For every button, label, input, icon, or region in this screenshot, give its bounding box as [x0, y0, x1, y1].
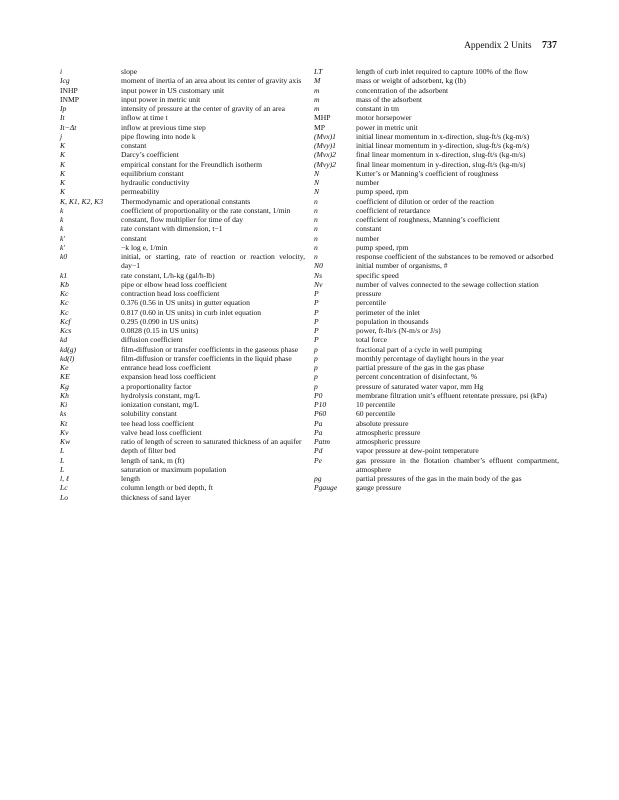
- symbol: Lo: [60, 492, 69, 502]
- definition: 0.376 (0.56 in US units) in gutter equation: [121, 298, 250, 308]
- symbol-entry: [60, 271, 305, 280]
- symbol: p: [314, 344, 318, 354]
- symbol: INHP: [60, 85, 78, 95]
- definition: atmospheric pressure: [356, 427, 421, 437]
- symbol-entry: [60, 280, 305, 289]
- symbol: P: [314, 335, 319, 345]
- symbol: Kv: [60, 427, 69, 437]
- definition: percent concentration of disinfectant, %: [356, 372, 478, 382]
- definition: vapor pressure at dew-point temperature: [356, 446, 479, 456]
- definition: inflow at time t: [121, 113, 168, 123]
- symbol-entry: [314, 123, 559, 132]
- symbol-entry: [314, 437, 559, 446]
- symbol-entry: [60, 382, 305, 391]
- definition: population in thousands: [356, 316, 429, 326]
- symbol: N0: [314, 261, 323, 271]
- definition: gas pressure in the flotation chamber’s effluent compartment, atmosphere: [356, 455, 559, 474]
- symbol: Lc: [60, 483, 68, 493]
- symbol-entry: [314, 104, 559, 113]
- symbol: K, K1, K2, K3: [60, 196, 104, 206]
- symbol: p: [314, 372, 318, 382]
- definition: depth of filter bed: [121, 446, 176, 456]
- symbol: K: [60, 168, 66, 178]
- symbol: p: [314, 381, 318, 391]
- symbol-entry: [60, 197, 305, 206]
- symbol: Kt: [60, 418, 68, 428]
- definition: valve head loss coefficient: [121, 427, 202, 437]
- symbol-entry: [314, 446, 559, 455]
- symbol-entry: [314, 141, 559, 150]
- symbol-entry: [60, 335, 305, 344]
- symbol-entry: [60, 428, 305, 437]
- symbol-entry: [60, 326, 305, 335]
- symbol: P0: [314, 390, 323, 400]
- symbol-entry: [314, 298, 559, 307]
- symbol-entry: [314, 261, 559, 270]
- definition: final linear momentum in y-direction, slug-ft/s (kg-m/s): [356, 159, 526, 169]
- symbol: p: [314, 353, 318, 363]
- symbol: It: [60, 113, 65, 123]
- symbol-entry: [314, 289, 559, 298]
- symbol-entry: [60, 169, 305, 178]
- symbol-entry: [314, 363, 559, 372]
- symbol-entry: [60, 289, 305, 298]
- symbol: j: [60, 131, 63, 141]
- definition: number of valves connected to the sewage collection station: [356, 279, 539, 289]
- symbol-entry: [60, 67, 305, 76]
- symbol-entry: [314, 483, 559, 492]
- symbol-entry: [60, 243, 305, 252]
- definition: diffusion coefficient: [121, 335, 183, 345]
- symbol: n: [314, 196, 318, 206]
- definition: slope: [121, 67, 138, 76]
- symbol: Ns: [314, 270, 323, 280]
- definition: 0.817 (0.60 in US units) in curb inlet equation: [121, 307, 262, 317]
- symbol: Ki: [60, 400, 68, 409]
- symbol: Pa: [314, 427, 323, 437]
- symbol: kd(l): [60, 353, 75, 363]
- symbol-entry: [314, 400, 559, 409]
- definition: pump speed, rpm: [356, 187, 409, 197]
- definition: input power in US customary unit: [121, 85, 225, 95]
- definition: atmospheric pressure: [356, 437, 421, 446]
- right-column: [314, 67, 559, 493]
- symbol: L: [60, 446, 65, 456]
- symbol: K: [60, 141, 66, 150]
- symbol: Kh: [60, 390, 69, 400]
- definition: coefficient of dilution or order of the reaction: [356, 196, 494, 206]
- symbol-entry: [60, 141, 305, 150]
- symbol-entry: [60, 215, 305, 224]
- definition: mass or weight of adsorbent, kg (lb): [356, 76, 466, 86]
- symbol: Kc: [60, 298, 69, 308]
- definition: coefficient of retardance: [356, 205, 431, 215]
- symbol: (Mvy)2: [314, 159, 336, 169]
- left-column: [60, 67, 305, 502]
- symbol-entry: [314, 326, 559, 335]
- symbol: N: [314, 168, 320, 178]
- symbol: Kcs: [60, 326, 72, 335]
- symbol: n: [314, 242, 318, 252]
- definition: final linear momentum in x-direction, slug-ft/s (kg-m/s): [356, 150, 526, 160]
- symbol: N: [314, 187, 320, 197]
- definition: percentile: [356, 298, 386, 308]
- definition: constant, flow multiplier for time of day: [121, 215, 244, 224]
- definition: initial linear momentum in x-direction, slug-ft/s (kg-m/s): [356, 131, 530, 141]
- definition: a proportionality factor: [121, 381, 192, 391]
- definition: monthly percentage of daylight hours in the year: [356, 353, 504, 363]
- symbol-entry: [60, 187, 305, 196]
- symbol-entry: [314, 391, 559, 400]
- symbol: Pa: [314, 418, 323, 428]
- symbol-entry: [314, 372, 559, 381]
- symbol: k: [60, 205, 64, 215]
- definition: moment of inertia of an area about its center of gravity axis: [121, 76, 302, 86]
- symbol: L: [60, 464, 65, 474]
- symbol: It−Δt: [60, 122, 77, 132]
- symbol-entry: [60, 234, 305, 243]
- definition: constant: [356, 224, 382, 234]
- symbol: K: [60, 187, 66, 197]
- symbol: N: [314, 178, 320, 187]
- page-number: 737: [542, 40, 557, 51]
- symbol-entry: [314, 169, 559, 178]
- symbol: L: [60, 455, 65, 465]
- definition: Darcy’s coefficient: [121, 150, 179, 160]
- symbol-entry: [60, 123, 305, 132]
- symbol: pg: [314, 474, 322, 483]
- definition: column length or bed depth, ft: [121, 483, 213, 493]
- definition: motor horsepower: [356, 113, 412, 123]
- symbol-entry: [60, 76, 305, 85]
- definition: initial linear momentum in y-direction, slug-ft/s (kg-m/s): [356, 141, 530, 150]
- symbol-entry: [314, 132, 559, 141]
- symbol-entry: [314, 67, 559, 76]
- symbol: n: [314, 205, 318, 215]
- symbol-entry: [314, 271, 559, 280]
- definition: intensity of pressure at the center of gravity of an area: [121, 104, 286, 113]
- symbol-entry: [60, 160, 305, 169]
- symbol: k′: [60, 242, 66, 252]
- symbol: Icg: [60, 76, 70, 86]
- definition: mass of the adsorbent: [356, 94, 423, 104]
- symbol: k1: [60, 270, 68, 280]
- definition: membrane filtration unit’s effluent retentate pressure, psi (kPa): [356, 390, 547, 400]
- symbol: m: [314, 85, 320, 95]
- symbol: n: [314, 233, 318, 243]
- definition: expansion head loss coefficient: [121, 372, 216, 382]
- symbol-entry: [60, 465, 305, 474]
- symbol: i: [60, 67, 63, 76]
- symbol-entry: [60, 224, 305, 233]
- symbol: (Mvy)1: [314, 141, 336, 150]
- symbol-entry: [60, 178, 305, 187]
- definition: number: [356, 178, 380, 187]
- symbol: MHP: [314, 113, 331, 123]
- symbol: P: [314, 289, 319, 298]
- symbol: Nv: [314, 279, 323, 289]
- definition: empirical constant for the Freundlich isotherm: [121, 159, 263, 169]
- symbol: kd: [60, 335, 68, 345]
- symbol: Ke: [60, 363, 69, 372]
- symbol-entry: [60, 308, 305, 317]
- symbol-entry: [314, 474, 559, 483]
- definition: partial pressure of the gas in the gas phase: [356, 363, 485, 372]
- symbol-entry: [314, 234, 559, 243]
- symbol-entry: [314, 150, 559, 159]
- symbol-entry: [60, 474, 305, 483]
- symbol-entry: [60, 206, 305, 215]
- symbol: k′: [60, 233, 66, 243]
- definition: power, ft-lb/s (N-m/s or J/s): [356, 326, 441, 335]
- symbol-entry: [314, 224, 559, 233]
- definition: specific speed: [356, 270, 399, 280]
- symbol: Patm: [314, 437, 331, 446]
- symbol: n: [314, 252, 318, 261]
- definition: length: [121, 474, 140, 483]
- symbol: K: [60, 150, 66, 160]
- symbol-entry: [314, 308, 559, 317]
- symbol: LT: [314, 67, 323, 76]
- definition: saturation or maximum population: [121, 464, 227, 474]
- symbol: Kc: [60, 307, 69, 317]
- symbol: P: [314, 316, 319, 326]
- symbol: P10: [314, 400, 327, 409]
- definition: coefficient of proportionality or the rate constant, 1/min: [121, 205, 291, 215]
- symbol-entry: [60, 363, 305, 372]
- symbol-entry: [60, 354, 305, 363]
- symbol-entry: [60, 493, 305, 502]
- definition: number: [356, 233, 380, 243]
- symbol: k: [60, 224, 64, 234]
- symbol: p: [314, 363, 318, 372]
- symbol-entry: [314, 280, 559, 289]
- symbol: kd(g): [60, 344, 77, 354]
- symbol-entry: [314, 215, 559, 224]
- symbol: n: [314, 215, 318, 224]
- symbol: (Mvx)2: [314, 150, 336, 160]
- symbol-entry: [60, 400, 305, 409]
- symbol: K: [60, 159, 66, 169]
- symbol-entry: [60, 113, 305, 122]
- symbol-entry: [60, 456, 305, 465]
- symbol: Kb: [60, 279, 69, 289]
- definition: gauge pressure: [356, 483, 402, 493]
- symbol-entry: [314, 113, 559, 122]
- symbol: n: [314, 224, 318, 234]
- definition: concentration of the adsorbent: [356, 85, 449, 95]
- definition: Thermodynamic and operational constants: [121, 196, 251, 206]
- symbol-entry: [314, 95, 559, 104]
- symbol-entry: [60, 150, 305, 159]
- symbol-entry: [60, 345, 305, 354]
- symbol-entry: [60, 132, 305, 141]
- header-section: Appendix 2 Units: [464, 41, 532, 51]
- definition: fractional part of a cycle in well pumping: [356, 344, 482, 354]
- definition: absolute pressure: [356, 418, 409, 428]
- symbol: INMP: [60, 94, 79, 104]
- symbol: M: [314, 76, 321, 86]
- definition: input power in metric unit: [121, 94, 201, 104]
- symbol-entry: [314, 178, 559, 187]
- definition: contraction head loss coefficient: [121, 289, 220, 298]
- symbol-entry: [60, 252, 305, 271]
- symbol: K: [60, 178, 66, 187]
- definition: 10 percentile: [356, 400, 396, 409]
- definition: −k log e, 1/min: [121, 242, 168, 252]
- symbol-entry: [60, 95, 305, 104]
- definition: rate constant with dimension, t−1: [121, 224, 223, 234]
- definition: 60 percentile: [356, 409, 396, 419]
- symbol-entry: [314, 345, 559, 354]
- symbol: k0: [60, 252, 68, 261]
- symbol: Kg: [60, 381, 69, 391]
- definition: film-diffusion or transfer coefficients in the liquid phase: [121, 353, 292, 363]
- symbol-entry: [314, 428, 559, 437]
- symbol: Pe: [314, 455, 323, 465]
- symbol: Kw: [60, 437, 71, 446]
- symbol-entry: [314, 197, 559, 206]
- symbol: Kcf: [60, 316, 71, 326]
- symbol: m: [314, 104, 320, 113]
- symbol: Pgauge: [314, 483, 338, 493]
- definition: power in metric unit: [356, 122, 418, 132]
- definition: inflow at previous time step: [121, 122, 206, 132]
- definition: response coefficient of the substances to be removed or adsorbed: [356, 252, 554, 261]
- definition: pipe flowing into node k: [121, 131, 196, 141]
- symbol-entry: [60, 391, 305, 400]
- symbol-entry: [314, 354, 559, 363]
- symbol-entry: [314, 382, 559, 391]
- definition: length of tank, m (ft): [121, 455, 185, 465]
- symbol: Kc: [60, 289, 69, 298]
- symbol: P: [314, 326, 319, 335]
- symbol: Ip: [60, 104, 67, 113]
- symbol: KE: [60, 372, 70, 382]
- running-header: [464, 40, 557, 51]
- symbol-entry: [60, 446, 305, 455]
- definition: entrance head loss coefficient: [121, 363, 211, 372]
- definition: hydraulic conductivity: [121, 178, 190, 187]
- definition: constant: [121, 141, 147, 150]
- symbol-entry: [60, 409, 305, 418]
- symbol-entry: [60, 104, 305, 113]
- definition: constant: [121, 233, 147, 243]
- definition: pump speed, rpm: [356, 242, 409, 252]
- symbol-entry: [314, 409, 559, 418]
- definition: coefficient of roughness, Manning’s coefficient: [356, 215, 500, 224]
- symbol-entry: [60, 298, 305, 307]
- symbol: l, ℓ: [60, 474, 70, 483]
- definition: partial pressures of the gas in the main body of the gas: [356, 474, 522, 483]
- symbol-entry: [314, 160, 559, 169]
- symbol: MP: [314, 122, 325, 132]
- definition: hydrolysis constant, mg/L: [121, 390, 201, 400]
- symbol: P: [314, 307, 319, 317]
- symbol-entry: [314, 252, 559, 261]
- definition: pipe or elbow head loss coefficient: [121, 279, 227, 289]
- definition: rate constant, L/h-kg (gal/h-lb): [121, 270, 215, 280]
- symbol: m: [314, 94, 320, 104]
- symbol-entry: [314, 206, 559, 215]
- definition: equilibrium constant: [121, 168, 184, 178]
- symbol-entry: [314, 335, 559, 344]
- symbol: P: [314, 298, 319, 308]
- definition: initial, or starting, rate of reaction or reaction velocity, day−1: [121, 252, 305, 271]
- definition: 0.0828 (0.15 in US units): [121, 326, 199, 335]
- definition: thickness of sand layer: [121, 492, 191, 502]
- symbol-entry: [314, 76, 559, 85]
- symbol: k: [60, 215, 64, 224]
- definition: ratio of length of screen to saturated thickness of an aquifer: [121, 437, 302, 446]
- definition: 0.295 (0.090 in US units): [121, 316, 199, 326]
- definition: constant in tm: [356, 104, 400, 113]
- symbol-entry: [314, 317, 559, 326]
- definition: total force: [356, 335, 387, 345]
- definition: permeability: [121, 187, 160, 197]
- symbol: Pd: [314, 446, 323, 456]
- definition: perimeter of the inlet: [356, 307, 420, 317]
- symbol-entry: [314, 86, 559, 95]
- definition: tee head loss coefficient: [121, 418, 195, 428]
- definition: length of curb inlet required to capture 100% of the flow: [356, 67, 529, 76]
- definition: initial number of organisms, #: [356, 261, 448, 271]
- symbol-entry: [60, 317, 305, 326]
- symbol-entry: [314, 419, 559, 428]
- symbol-entry: [314, 456, 559, 475]
- symbol-entry: [60, 483, 305, 492]
- symbol-entry: [60, 419, 305, 428]
- definition: Kutter’s or Manning’s coefficient of roughness: [356, 168, 499, 178]
- definition: pressure: [356, 289, 382, 298]
- definition: pressure of saturated water vapor, mm Hg: [356, 381, 484, 391]
- symbol-entry: [314, 243, 559, 252]
- symbol-entry: [60, 86, 305, 95]
- symbol-entry: [60, 437, 305, 446]
- symbol-entry: [314, 187, 559, 196]
- symbol: P60: [314, 409, 327, 419]
- definition: ionization constant, mg/L: [121, 400, 199, 409]
- definition: solubility constant: [121, 409, 177, 419]
- symbol: (Mvx)1: [314, 131, 336, 141]
- definition: film-diffusion or transfer coefficients in the gaseous phase: [121, 344, 299, 354]
- symbol: ks: [60, 409, 67, 419]
- symbol-entry: [60, 372, 305, 381]
